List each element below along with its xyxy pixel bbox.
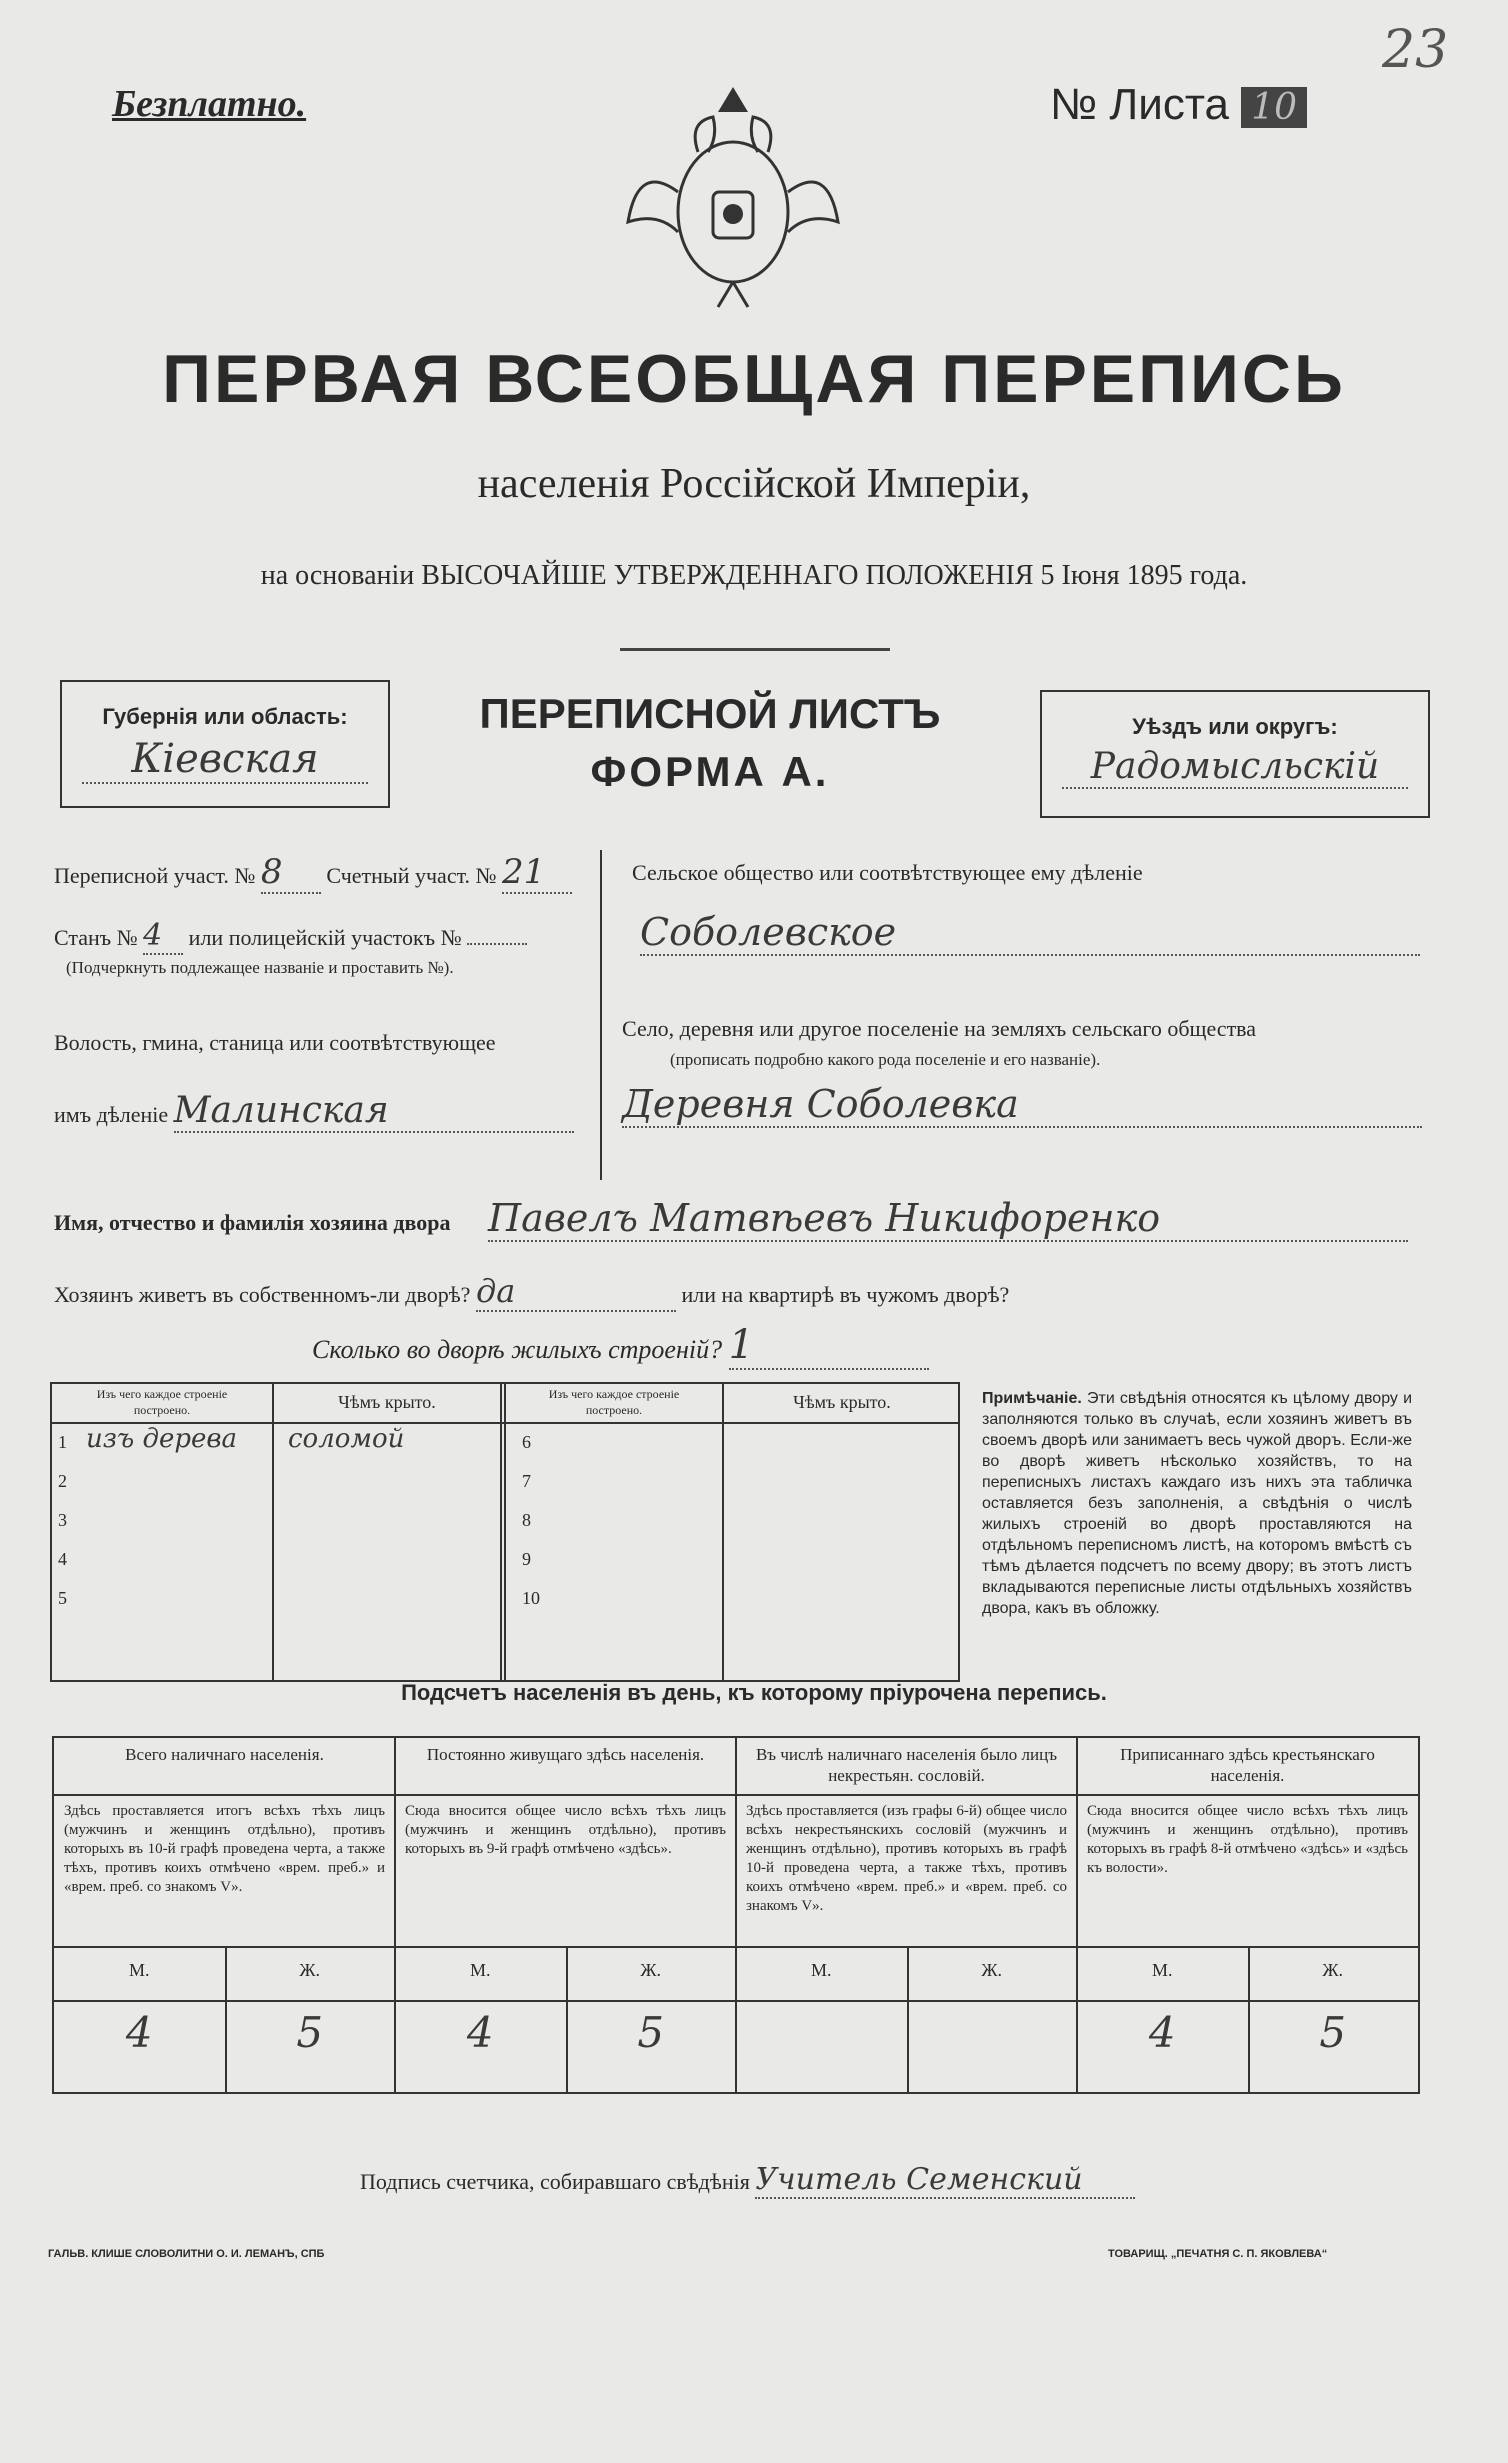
census-area-value[interactable]: 8 — [261, 852, 321, 894]
free-label: Безплатно. — [112, 83, 307, 125]
stan-value[interactable]: 4 — [143, 918, 183, 955]
province-value[interactable]: Кіевская — [82, 736, 368, 784]
society-label: Сельское общество или соотвѣтствующее ему дѣленіе — [632, 860, 1143, 885]
bleed-through-header — [980, 150, 1420, 176]
count-col-head: Приписаннаго здѣсь крестьянскаго населенія. — [1120, 1745, 1375, 1785]
society-value[interactable]: Соболевское — [640, 910, 1420, 956]
note-text: Эти свѣдѣнія относятся къ цѣлому двору и заполняются только въ случаѣ, если хозяинъ живетъ въ своемъ дворѣ или занимаетъ весь чужой дворъ. Если-же во дворѣ живетъ нѣсколько хозяйствъ, то на переписныхъ листахъ каждаго изъ нихъ эта табличка оставляется безъ заполненія, а свѣдѣнія о числѣ жилыхъ строеній во дворѣ проставляются на отдѣльномъ переписномъ листѣ, на которомъ вмѣстѣ съ тѣмъ дѣлается подсчетъ по всему двору; въ этотъ листъ вкладываются переписные листы отдѣльныхъ хозяйствъ двора, какъ въ обложку. — [982, 1390, 1412, 1617]
male-count[interactable]: 4 — [1148, 2008, 1176, 2057]
bld-row-number: 7 — [522, 1471, 531, 1491]
stan-label: Станъ № — [54, 925, 138, 950]
printer-right: ТОВАРИЩ. „ПЕЧАТНЯ С. П. ЯКОВЛЕВА“ — [1108, 2248, 1328, 2260]
female-label: Ж. — [1322, 1960, 1344, 1980]
census-area-row — [54, 852, 572, 894]
bld-row-number: 10 — [522, 1588, 540, 1608]
own-yard-label: Хозяинъ живетъ въ собственномъ-ли дворѣ? — [54, 1282, 471, 1307]
province-box — [60, 680, 390, 808]
male-label: М. — [128, 1960, 150, 1980]
buildings-label: Сколько во дворѣ жилыхъ строеній? — [312, 1335, 723, 1364]
province-label: Губернія или область: — [102, 704, 348, 729]
buildings-table — [50, 1382, 960, 1682]
count-col-desc: Здѣсь проставляется итогъ всѣхъ тѣхъ лицъ (мужчинъ и женщинъ отдѣльно), противъ которыхъ въ 10-й графѣ проведена черта, а также тѣхъ, противъ коихъ отмѣчено «врем. преб.» и «врем. преб. со знакомъ V». — [64, 1803, 385, 1895]
count-col-desc: Сюда вносится общее число всѣхъ тѣхъ лицъ (мужчинъ и женщинъ отдѣльно), противъ которыхъ въ графѣ 8-й отмѣчено «здѣсь» и «здѣсь къ волости». — [1087, 1803, 1408, 1876]
village-label: Село, деревня или другое поселеніе на земляхъ сельскаго общества — [622, 1016, 1257, 1041]
bld-head-material-right: Изъ чего каждое строеніе построено. — [548, 1387, 680, 1417]
bld-row-roof[interactable]: соломой — [288, 1424, 405, 1454]
bld-row-number: 3 — [58, 1510, 67, 1530]
buildings-row — [312, 1322, 929, 1370]
village-value[interactable]: Деревня Соболевка — [622, 1082, 1422, 1128]
bld-vline-3 — [722, 1384, 724, 1680]
count-col-head: Постоянно живущаго здѣсь населенія. — [426, 1745, 705, 1764]
count-title: Подсчетъ населенія въ день, къ которому пріурочена перепись. — [401, 1680, 1107, 1705]
signature-row — [360, 2162, 1135, 2199]
female-count[interactable]: 5 — [637, 2008, 665, 2057]
district-label: Уѣздъ или округъ: — [1132, 714, 1338, 739]
count-col-desc: Здѣсь проставляется (изъ графы 6-й) общее число всѣхъ некрестьянскихъ сословій (мужчинъ и женщинъ отдѣльно), противъ которыхъ въ графѣ 10-й проведена черта, а также тѣхъ, противъ коихъ отмѣчено «врем. преб.» и «врем. преб. со знакомъ V». — [746, 1803, 1067, 1914]
note-block — [982, 1388, 1412, 1619]
subtitle: населенія Россійской Имперіи, — [477, 461, 1031, 507]
note-title: Примѣчаніе. — [982, 1390, 1082, 1407]
police-label: или полицейскій участокъ № — [188, 925, 462, 950]
census-area-label: Переписной участ. № — [54, 863, 256, 888]
female-count[interactable]: 5 — [296, 2008, 324, 2057]
male-label: М. — [810, 1960, 832, 1980]
population-count-table — [52, 1736, 1420, 2094]
bld-head-roof-right: Чѣмъ крыто. — [793, 1392, 891, 1412]
bld-row-number: 6 — [522, 1432, 531, 1452]
ornament-divider — [620, 648, 890, 651]
bld-vline-2 — [500, 1384, 506, 1680]
count-row-line — [54, 2000, 1418, 2002]
signature-label: Подпись счетчика, собиравшаго свѣдѣнія — [360, 2169, 750, 2194]
legal-basis: на основаніи ВЫСОЧАЙШЕ УТВЕРЖДЕННАГО ПОЛОЖЕНІЯ 5 Іюня 1895 года. — [260, 560, 1248, 591]
division-value[interactable]: Малинская — [174, 1090, 574, 1133]
division-label: имъ дѣленіе — [54, 1102, 169, 1127]
bld-row-number: 4 — [58, 1549, 67, 1569]
female-count[interactable]: 5 — [1319, 2008, 1347, 2057]
count-col-head: Всего наличнаго населенія. — [125, 1745, 324, 1764]
imperial-eagle-emblem — [618, 82, 848, 312]
owner-label: Имя, отчество и фамилія хозяина двора — [54, 1210, 451, 1235]
sheet-number-value: 10 — [1241, 87, 1307, 128]
female-label: Ж. — [299, 1960, 321, 1980]
printer-left: ГАЛЬВ. КЛИШЕ СЛОВОЛИТНИ О. И. ЛЕМАНЪ, СПБ — [48, 2248, 325, 2260]
district-value[interactable]: Радомысльскій — [1062, 746, 1408, 789]
address-divider — [600, 850, 602, 1180]
division-row — [54, 1090, 574, 1133]
bld-row-number: 9 — [522, 1549, 531, 1569]
bld-head-roof-left: Чѣмъ крыто. — [338, 1392, 436, 1412]
village-note: (прописать подробно какого рода поселеніе и его названіе). — [670, 1050, 1101, 1069]
count-col-desc: Сюда вносится общее число всѣхъ тѣхъ лицъ (мужчинъ и женщинъ отдѣльно), противъ которыхъ въ 9-й графѣ отмѣчено «здѣсь». — [405, 1803, 726, 1857]
female-label: Ж. — [981, 1960, 1003, 1980]
bld-row-number: 1 — [58, 1432, 67, 1452]
signature-value[interactable]: Учитель Семенский — [755, 2162, 1135, 2199]
male-label: М. — [1151, 1960, 1173, 1980]
owner-value[interactable]: Павелъ Матвѣевъ Никифоренко — [488, 1196, 1408, 1242]
sheet-number-label — [1050, 80, 1307, 130]
underline-note: (Подчеркнуть подлежащее названіе и проставить №). — [66, 958, 454, 977]
district-box — [1040, 690, 1430, 818]
police-value[interactable] — [467, 943, 527, 945]
count-row-line — [54, 1946, 1418, 1948]
rent-label: или на квартирѣ въ чужомъ дворѣ? — [681, 1282, 1010, 1307]
bld-row-number: 8 — [522, 1510, 531, 1530]
form-subtitle: ФОРМА А. — [590, 748, 830, 795]
count-area-value[interactable]: 21 — [502, 852, 572, 894]
male-count[interactable]: 4 — [125, 2008, 153, 2057]
owner-row — [54, 1210, 451, 1236]
stan-row — [54, 918, 527, 955]
bld-row-number: 5 — [58, 1588, 67, 1608]
count-col-head: Въ числѣ наличнаго населенія было лицъ некрестьян. сословій. — [755, 1745, 1058, 1785]
count-area-label: Счетный участ. № — [326, 863, 497, 888]
page-number: 23 — [1382, 20, 1449, 80]
male-count[interactable]: 4 — [466, 2008, 494, 2057]
own-yard-value[interactable]: да — [476, 1272, 676, 1312]
bld-head-material-left: Изъ чего каждое строеніе построено. — [96, 1387, 228, 1417]
female-label: Ж. — [640, 1960, 662, 1980]
main-title: ПЕРВАЯ ВСЕОБЩАЯ ПЕРЕПИСЬ — [162, 341, 1346, 417]
buildings-value[interactable]: 1 — [729, 1322, 929, 1370]
volost-label: Волость, гмина, станица или соотвѣтствующее — [54, 1030, 496, 1055]
bld-row-material[interactable]: изъ дерева — [86, 1424, 238, 1454]
form-title: ПЕРЕПИСНОЙ ЛИСТЪ — [479, 690, 941, 737]
male-label: М. — [469, 1960, 491, 1980]
own-yard-row — [54, 1272, 1009, 1312]
count-row-line — [54, 1794, 1418, 1796]
bld-row-number: 2 — [58, 1471, 67, 1491]
sheet-number-text: № Листа — [1050, 80, 1230, 129]
bld-vline-1 — [272, 1384, 274, 1680]
